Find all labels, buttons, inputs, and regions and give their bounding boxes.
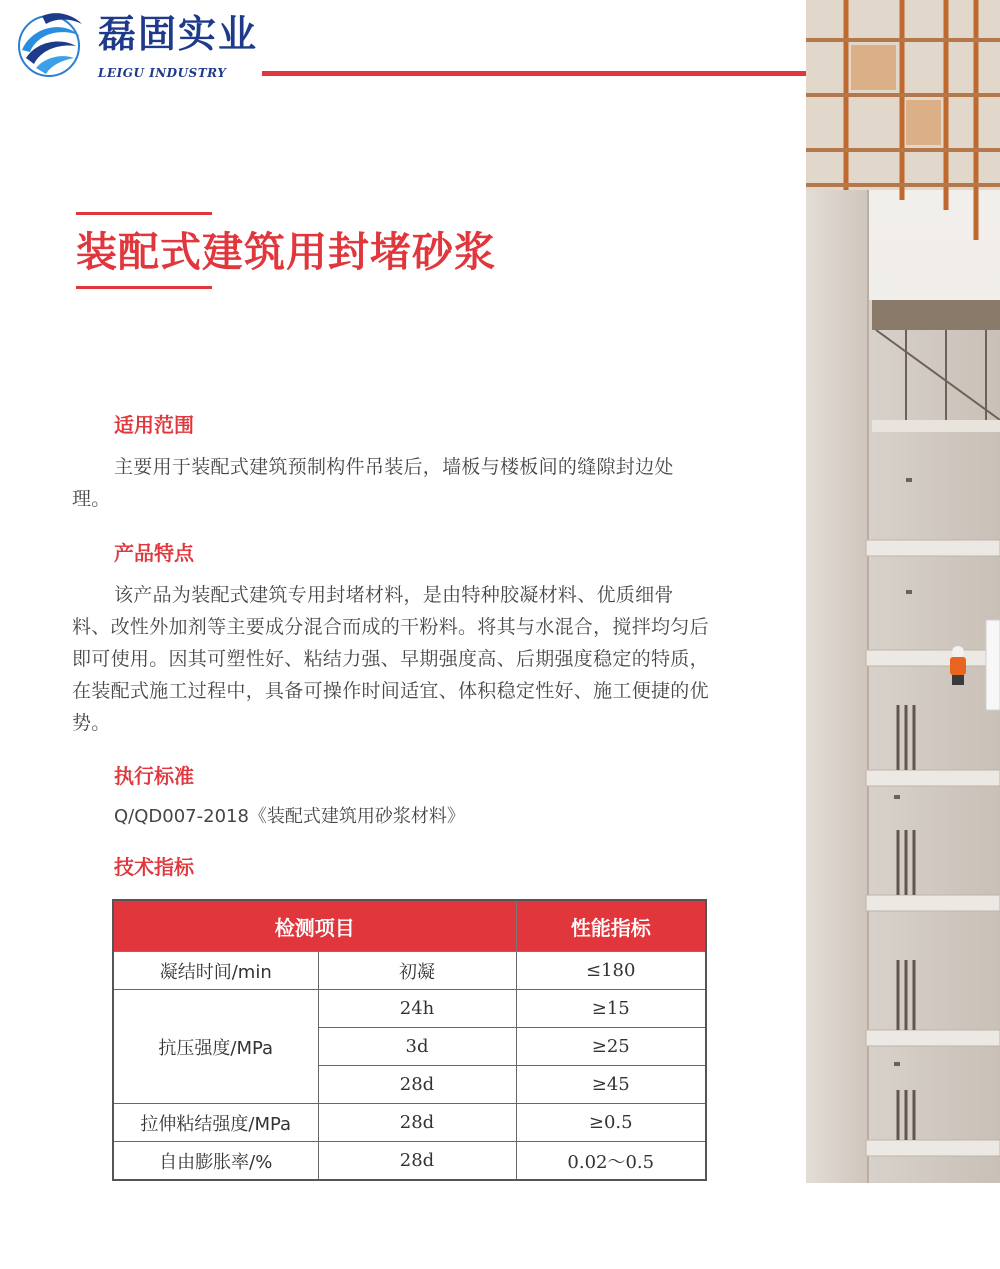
table-cell-item: 凝结时间/min [113,952,318,990]
table-cell-item: 拉伸粘结强度/MPa [113,1104,318,1142]
section-text-scope: 主要用于装配式建筑预制构件吊装后，墙板与楼板间的缝隙封边处理。 [72,456,674,510]
building-illustration [806,0,1000,1183]
logo-swirl-icon [12,6,86,82]
section-text-features: 该产品为装配式建筑专用封堵材料，是由特种胶凝材料、优质细骨料、改性外加剂等主要成分混合而成的干粉料。将其与水混合，搅拌均匀后即可使用。因其可塑性好、粘结力强、早期强度高、后期强度稳定的特质，在装配式施工过程中，具备可操作时间适宜、体积稳定性好、施工便捷的优势。 [72,584,709,734]
table-cell-value: ≥25 [516,1028,706,1066]
table-cell-item: 自由膨胀率/% [113,1142,318,1181]
title-rule-top [76,212,212,215]
construction-photo [806,0,1000,1183]
table-cell-condition: 28d [318,1142,516,1181]
table-row [113,1142,706,1181]
standard-code: Q/QD007-2018《装配式建筑用砂浆材料》 [114,806,465,827]
brand-name-en: LEIGU INDUSTRY [98,66,227,80]
table-cell-item: 抗压强度/MPa [113,990,318,1104]
table-cell-condition: 24h [318,990,516,1028]
table-cell-condition: 初凝 [318,952,516,990]
table-cell-value: ≥0.5 [516,1104,706,1142]
table-header-item: 检测项目 [113,900,516,952]
spec-table [112,899,707,1181]
table-row [113,1104,706,1142]
section-heading-features: 产品特点 [114,541,194,565]
table-row [113,990,706,1028]
table-header-row [113,900,706,952]
section-heading-specs: 技术指标 [114,855,194,879]
company-logo [12,6,282,86]
table-cell-value: ≥45 [516,1066,706,1104]
table-cell-condition: 28d [318,1066,516,1104]
page-title: 装配式建筑用封堵砂浆 [76,228,496,276]
table-header-value: 性能指标 [516,900,706,952]
table-cell-value: ≥15 [516,990,706,1028]
table-cell-condition: 3d [318,1028,516,1066]
title-rule-bottom [76,286,212,289]
table-cell-value: ≤180 [516,952,706,990]
table-cell-value: 0.02～0.5 [516,1142,706,1181]
section-heading-standard: 执行标准 [114,764,194,788]
brand-name-cn: 磊固实业 [98,12,259,56]
table-row [113,952,706,990]
section-heading-scope: 适用范围 [114,413,194,437]
table-cell-condition: 28d [318,1104,516,1142]
worker-figure [950,646,966,685]
